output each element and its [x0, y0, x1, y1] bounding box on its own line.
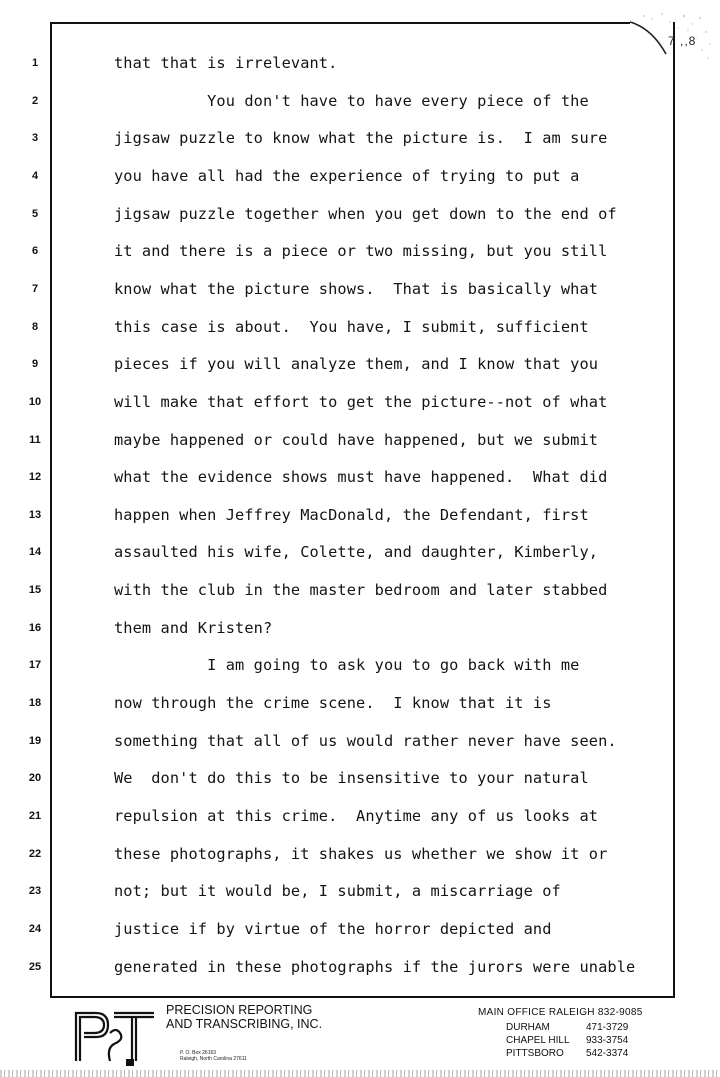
line-number: 13	[28, 508, 42, 521]
transcript-line: it and there is a piece or two missing, but you still	[114, 242, 608, 261]
transcript-line: not; but it would be, I submit, a miscarriage of	[114, 882, 561, 901]
line-number: 11	[29, 433, 41, 446]
office-city: DURHAM	[506, 1022, 550, 1033]
line-number: 16	[28, 621, 42, 634]
firm-logo	[70, 1003, 158, 1067]
line-number: 20	[28, 772, 42, 785]
transcript-line: with the club in the master bedroom and later stabbed	[114, 581, 608, 600]
line-number: 4	[31, 169, 39, 182]
transcript-line: these photographs, it shakes us whether we show it or	[114, 844, 608, 863]
transcript-line: now through the crime scene. I know that it is	[114, 694, 552, 713]
scan-edge-noise	[0, 1070, 720, 1077]
firm-name-line1: PRECISION REPORTING	[166, 1003, 313, 1017]
transcript-line: them and Kristen?	[114, 618, 273, 637]
line-number: 8	[31, 320, 39, 333]
line-number: 21	[28, 810, 42, 822]
transcript-line: justice if by virtue of the horror depicted and	[114, 919, 552, 938]
transcript-line: generated in these photographs if the jurors were unable	[114, 957, 636, 976]
line-number: 23	[28, 885, 42, 898]
firm-address	[180, 1050, 247, 1062]
office-durham	[506, 1022, 629, 1033]
transcript-line: pieces if you will analyze them, and I know that you	[114, 355, 599, 374]
transcript-line: assaulted his wife, Colette, and daughter, Kimberly,	[114, 543, 599, 562]
line-number: 19	[28, 734, 42, 747]
line-number: 25	[28, 960, 42, 973]
line-number: 10	[28, 395, 42, 408]
transcript-line: what the evidence shows must have happened. What did	[114, 468, 608, 487]
firm-address-line2: Raleigh, North Carolina 27611	[180, 1056, 247, 1062]
office-pittsboro	[506, 1048, 629, 1059]
firm-name-line2: AND TRANSCRIBING, INC.	[166, 1017, 323, 1031]
transcript-line: maybe happened or could have happened, but we submit	[114, 430, 599, 449]
office-city: CHAPEL HILL	[506, 1035, 570, 1046]
line-number: 6	[31, 245, 39, 258]
transcript-line: jigsaw puzzle together when you get down to the end of	[114, 204, 617, 223]
line-number: 2	[31, 94, 39, 107]
transcript-line: will make that effort to get the picture--not of what	[114, 392, 608, 411]
line-number: 7	[31, 282, 39, 295]
transcript-line: that that is irrelevant.	[114, 54, 338, 72]
office-phone: 933-3754	[586, 1035, 629, 1046]
transcript-line: know what the picture shows. That is basically what	[114, 279, 599, 298]
line-number: 15	[28, 584, 42, 597]
main-office: MAIN OFFICE RALEIGH 832-9085	[478, 1007, 643, 1018]
line-number: 17	[28, 659, 42, 672]
line-number: 3	[31, 132, 39, 145]
reporter-footer	[0, 998, 720, 1077]
transcript-line: I am going to ask you to go back with me	[114, 656, 580, 675]
firm-address-line1: P. O. Box 26163	[180, 1050, 217, 1056]
office-phone: 542-3374	[586, 1048, 629, 1059]
line-number: 1	[31, 57, 39, 69]
transcript-line: this case is about. You have, I submit, sufficient	[114, 317, 589, 336]
page-frame-top-rule	[50, 22, 630, 24]
transcript-line: you have all had the experience of trying to put a	[114, 166, 580, 185]
office-phone: 471-3729	[586, 1022, 629, 1033]
firm-name	[166, 1003, 322, 1031]
line-number: 5	[31, 207, 39, 220]
office-chapel-hill	[506, 1035, 629, 1046]
line-number: 18	[28, 697, 42, 710]
line-number: 22	[28, 847, 42, 860]
transcript-line: repulsion at this crime. Anytime any of us looks at	[114, 807, 599, 825]
transcript-line: happen when Jeffrey MacDonald, the Defendant, first	[114, 505, 589, 524]
transcript-line: You don't have to have every piece of the	[114, 91, 589, 110]
line-number: 12	[28, 471, 42, 484]
line-number: 9	[31, 358, 39, 371]
office-city: PITTSBORO	[506, 1048, 564, 1059]
transcript-line: jigsaw puzzle to know what the picture is. I am sure	[114, 129, 608, 148]
line-number: 24	[28, 922, 42, 935]
transcript-line: We don't do this to be insensitive to your natural	[114, 769, 589, 788]
transcript-line: something that all of us would rather never have seen.	[114, 731, 617, 750]
page-number: 7 ,,8	[668, 34, 697, 48]
line-number: 14	[28, 546, 42, 559]
